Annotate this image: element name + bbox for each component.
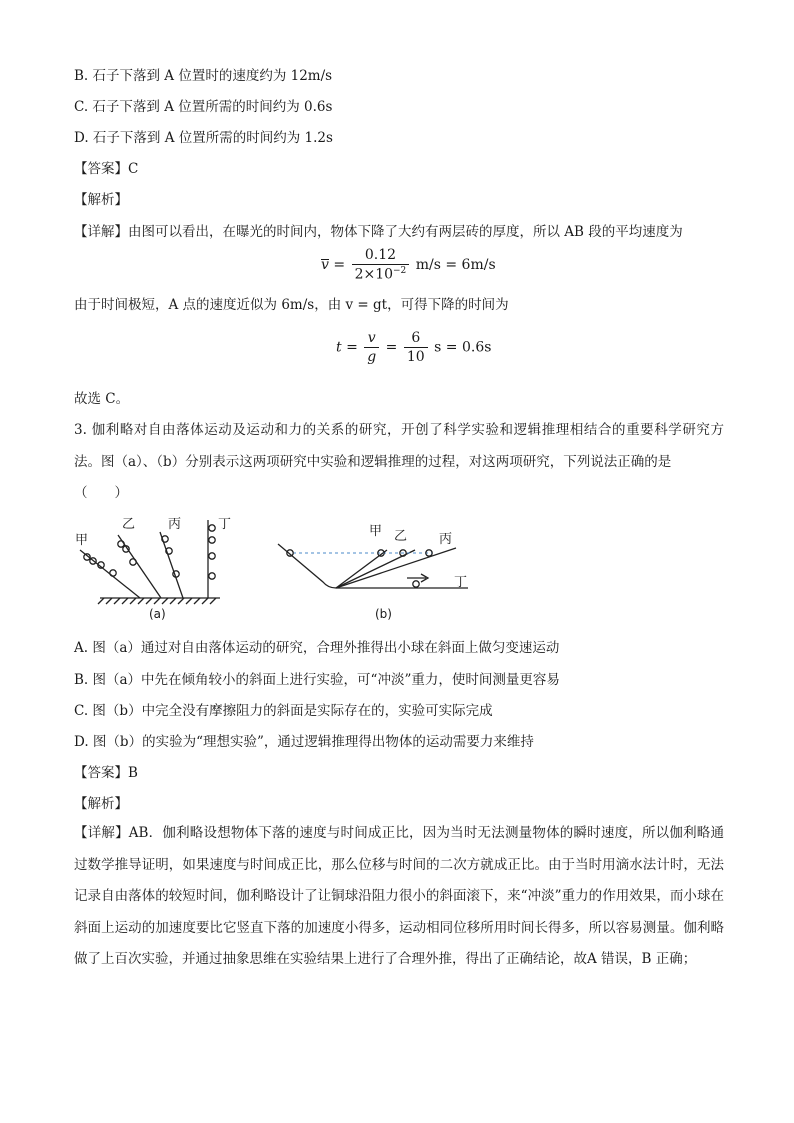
fig-b-label-bing: 丙 — [439, 532, 453, 547]
conclusion: 故选 C。 — [74, 391, 130, 407]
eq2-result: s = 0.6s — [434, 339, 492, 356]
fig-b-caption: (b) — [375, 607, 392, 621]
equation-time: t = $\frac{v}{g}$ = $\frac{6}{10}$ s = 0.6s — [336, 330, 492, 365]
eq1-fraction — [352, 247, 410, 283]
fig-a-label-ding: 丁 — [218, 517, 232, 532]
answer-label-2: 【答案】B — [74, 765, 138, 781]
option-b-prev: B. 石子下落到 A 位置时的速度约为 12m/s — [74, 68, 333, 84]
eq2-fraction-1: $\frac{v}{g}$ — [364, 330, 379, 365]
question-3: 3. 伽利略对自由落体运动及运动和力的关系的研究，开创了科学实验和逻辑推理相结合的重要科学研究方法。图（a）、（b）分别表示这两项研究中实验和逻辑推理的过程，对这两项研究，下列说法正确的是 — [74, 422, 724, 470]
eq2-fraction-2: $\frac{6}{10}$ — [404, 330, 428, 365]
option-c-prev: C. 石子下落到 A 位置所需的时间约为 0.6s — [74, 99, 333, 115]
fig-b-label-jia: 甲 — [369, 524, 383, 539]
eq1-denominator: $2\times 10^{-2}$ — [352, 264, 410, 283]
fig-b-label-ding: 丁 — [454, 575, 468, 590]
fig-b-label-yi: 乙 — [394, 529, 408, 544]
detail-text: 【详解】由图可以看出，在曝光的时间内，物体下降了大约有两层砖的厚度，所以 AB 段的平均速度为 — [74, 224, 683, 240]
fig-a-label-yi: 乙 — [122, 517, 136, 532]
option-d-prev: D. 石子下落到 A 位置所需的时间约为 1.2s — [74, 130, 333, 146]
option-d: D. 图（b）的实验为“理想实验”，通过逻辑推理得出物体的运动需要力来维持 — [74, 734, 534, 750]
question-3-paren: （ ） — [74, 485, 128, 501]
eq1-lhs: v — [321, 256, 329, 273]
option-c: C. 图（b）中完全没有摩擦阻力的斜面是实际存在的，实验可实际完成 — [74, 703, 493, 719]
fig-a-label-bing: 丙 — [168, 517, 182, 532]
fig-a-caption: (a) — [149, 607, 166, 621]
eq1-numerator: 0.12 — [364, 247, 397, 263]
option-b: B. 图（a）中先在倾角较小的斜面上进行实验，可“冲淡”重力，使时间测量更容易 — [74, 672, 560, 688]
answer-label: 【答案】C — [74, 161, 139, 177]
eq1-unit: m/s = 6m/s — [415, 256, 496, 273]
fig-a-label-jia: 甲 — [75, 533, 89, 548]
analysis-label: 【解析】 — [74, 192, 128, 208]
galileo-figure — [70, 508, 500, 628]
option-a: A. 图（a）通过对自由落体运动的研究，合理外推得出小球在斜面上做匀变速运动 — [74, 640, 560, 656]
equation-average-velocity: v = $\frac{0.12}{2\times 10^{-2}}$ m/s = 6m/s — [321, 247, 496, 283]
detail-line-2: 由于时间极短，A 点的速度近似为 6m/s，由 v = gt，可得下降的时间为 — [74, 297, 509, 313]
analysis-label-2: 【解析】 — [74, 796, 128, 812]
eq2-lhs: t = — [336, 339, 358, 356]
detail-text-2: 【详解】AB．伽利略设想物体下落的速度与时间成正比，因为当时无法测量物体的瞬时速度，所以伽利略通过数学推导证明，如果速度与时间成正比，那么位移与时间的二次方就成正比。由于当时用滴水法计时，无法记录自由落体的较短时间，伽利略设计了让铜球沿阻力很小的斜面滚下，来“冲淡”重力的作用效果，而小球在斜面上运动的加速度要比它竖直下落的加速度小得多，运动相同位移所用时间长得多，所以容易测量。伽利略做了上百次实验，并通过抽象思维在实验结果上进行了合理外推，得出了正确结论，故A 错误，B 正确； — [74, 825, 724, 967]
